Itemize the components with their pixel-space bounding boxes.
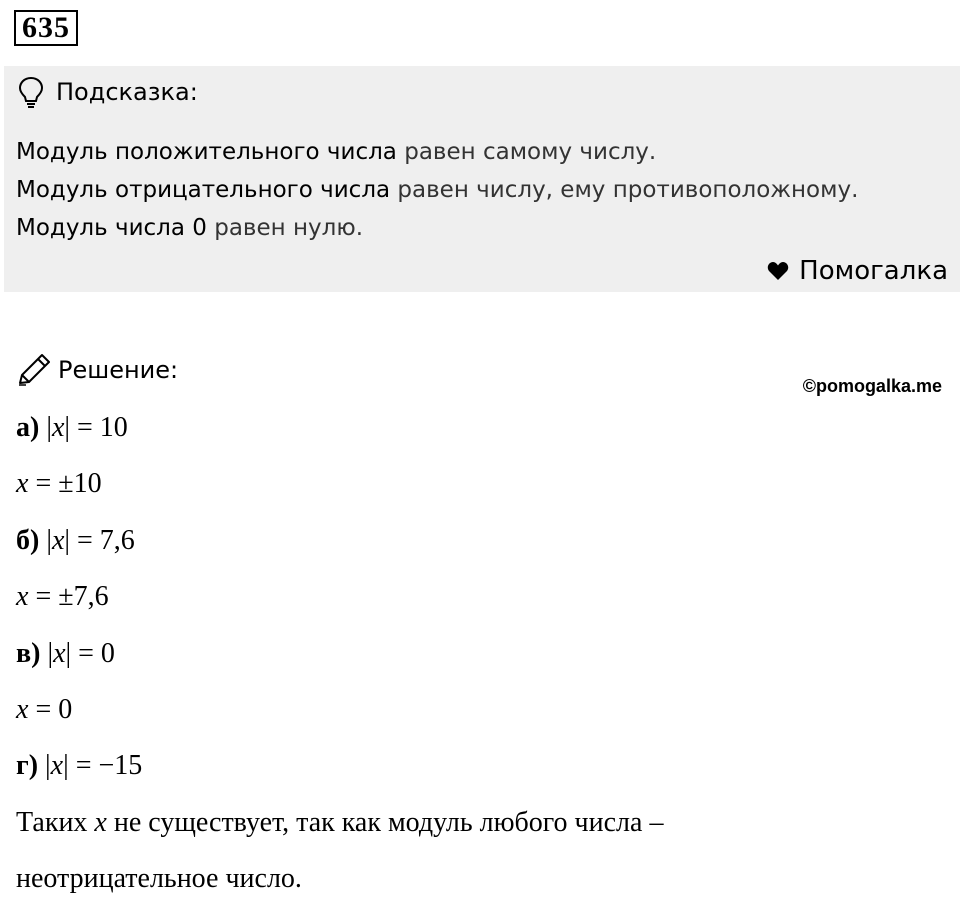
line-post: | = −15 [63, 750, 143, 781]
hint-header [16, 76, 198, 108]
solution-header [16, 352, 178, 388]
line-pre: | [40, 638, 54, 669]
hint-text: равен нулю. [206, 215, 364, 241]
var-x: x [16, 694, 29, 725]
var-x: x [51, 412, 65, 443]
hint-term: Модуль положительного числа [16, 139, 397, 165]
brand [767, 254, 948, 288]
solution-title: Решение: [58, 356, 179, 384]
line-post: | = 7,6 [64, 525, 135, 556]
line-pre: | [39, 525, 52, 556]
task-number: 635 [14, 10, 78, 46]
solution-line [16, 634, 115, 674]
var-x: x [16, 581, 29, 612]
line-post: не существует, так как модуль любого числа – [106, 807, 664, 838]
item-label: а) [16, 412, 40, 443]
line-post: | = 10 [64, 412, 128, 443]
pencil-icon [16, 353, 52, 387]
var-x: x [51, 525, 65, 556]
lightbulb-icon [16, 76, 46, 108]
line-pre: Таких [16, 807, 95, 838]
var-x: x [16, 468, 29, 499]
line-post: | = 0 [65, 638, 115, 669]
hint-term: Модуль числа 0 [16, 215, 207, 241]
heart-icon [767, 261, 789, 281]
line-post: = ±10 [28, 468, 102, 499]
solution-line [16, 521, 135, 561]
var-x: x [94, 807, 107, 838]
hint-text: равен числу, ему противоположному. [390, 177, 859, 203]
hint-term: Модуль отрицательного числа [16, 177, 391, 203]
copyright: ©pomogalka.me [802, 376, 942, 396]
hint-line [16, 134, 656, 170]
hint-line [16, 172, 858, 208]
line-post: = 0 [28, 694, 73, 725]
solution-line [16, 859, 302, 899]
line-pre: | [39, 412, 52, 443]
item-label: в) [16, 638, 41, 669]
item-label: б) [16, 525, 40, 556]
solution-line [16, 408, 128, 448]
hint-text: равен самому числу. [396, 139, 657, 165]
line-post: = ±7,6 [28, 581, 109, 612]
hint-title: Подсказка: [56, 78, 198, 106]
solution-line [16, 690, 72, 730]
solution-line [16, 746, 142, 786]
solution-line [16, 577, 109, 617]
var-x: x [53, 638, 66, 669]
item-label: г) [16, 750, 39, 781]
solution-line [16, 464, 102, 504]
line-pre: неотрицательное число. [16, 863, 302, 894]
hint-line [16, 210, 363, 246]
line-pre: | [38, 750, 51, 781]
var-x: x [50, 750, 64, 781]
solution-line [16, 803, 663, 843]
brand-name: Помогалка [799, 256, 948, 286]
